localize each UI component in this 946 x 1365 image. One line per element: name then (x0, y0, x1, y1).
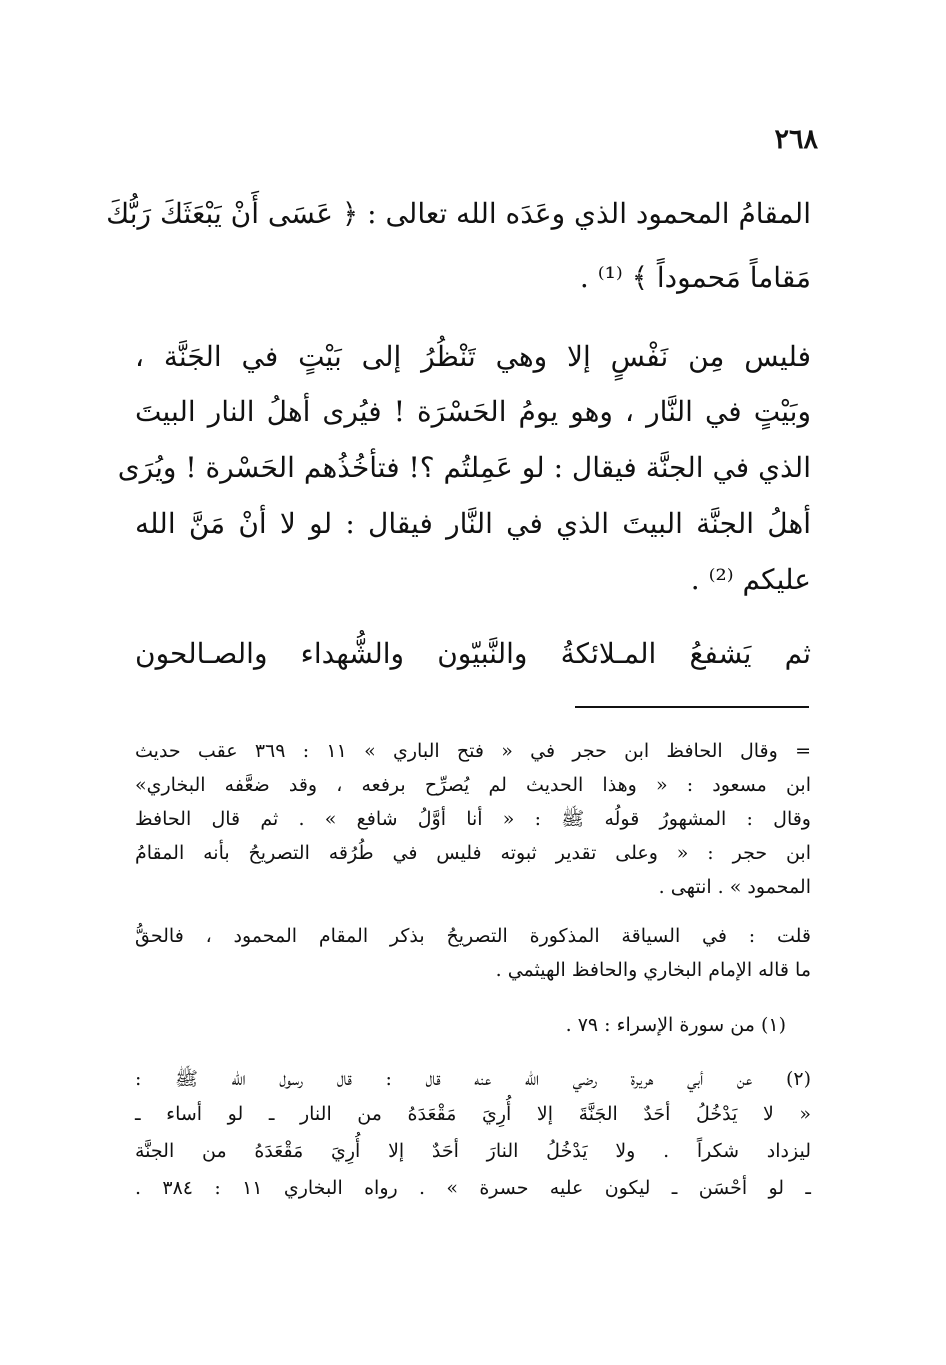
note-line: ما قاله الإمام البخاري والحافظ الهيثمي . (495, 959, 811, 981)
footnote-line: = وقال الحافظ ابن حجر في « فتح الباري » ١١ : ٣٦٩ عقب حديث (135, 740, 811, 762)
footnote-2-line: ـ لو أحْسَن ـ ليكون عليه حسرة » . رواه البخاري ١١ : ٣٨٤ . (135, 1177, 811, 1199)
main-text-line: الذي في الجنَّة فيقال : لو عَمِلتُم ؟! فتأخُذُهم الحَسْرة ! ويُرَى (117, 451, 811, 484)
footnote-2-line: ليزداد شكراً . ولا يَدْخُلُ النارَ أحَدٌ إلا أُرِيَ مَقْعَدَهُ من الجنَّة (135, 1140, 811, 1162)
footnote-2-line: « لا يَدْخُلُ أحَدٌ الجَنَّةَ إلا أُرِيَ مَقْعَدَهُ من النار ـ لو أساء ـ (135, 1103, 811, 1125)
main-text-line: ثم يَشفعُ المـلائكةُ والنَّبيّون والشُّهداء والصـالحون (135, 637, 811, 670)
main-text-line: وبَيْتٍ في النَّار ، وهو يومُ الحَسْرَة ! فيُرى أهلُ النار البيتَ (135, 395, 811, 428)
main-text-line: المقامُ المحمود الذي وعَدَه الله تعالى : ﴿ عَسَى أَنْ يَبْعَثَكَ رَبُّكَ (106, 197, 811, 230)
footnote-line: وقال : المشهورُ قولُه ﷺ : « أنا أوَّلُ شافع » . ثم قال الحافظ (135, 808, 811, 830)
main-text-line: عليكم ⁽²⁾ . (690, 563, 811, 596)
main-text-line: أهلُ الجنَّة البيتَ الذي في النَّار فيقال : لو لا أنْ مَنَّ الله (135, 507, 811, 540)
main-text-line: فليس مِن نَفْسٍ إلا وهي تَنْظُرُ إلى بَيْتٍ في الجَنَّة ، (135, 340, 811, 373)
main-text-line: مَقاماً مَحموداً ﴾ ⁽¹⁾ . (579, 261, 811, 294)
footnote-line: ابن مسعود : « وهذا الحديث لم يُصرِّح برفعه ، وقد ضعَّفه البخاري» (135, 774, 811, 796)
footnote-line: المحمود » . انتهى . (658, 876, 811, 898)
footnote-divider (575, 706, 809, 708)
footnote-2-line: (٢) عن أبي هريرة رضي الله عنه قال : قال رسول الله ﷺ : (135, 1068, 811, 1090)
note-line: قلت : في السياقة المذكورة التصريحُ بذكر المقام المحمود ، فالحقُّ (135, 925, 811, 947)
footnote-line: ابن حجر : « وعلى تقدير ثبوته فليس في طُرُقه التصريحُ بأنه المقامُ (135, 842, 811, 864)
page-number: ٢٦٨ (774, 124, 818, 155)
footnote-1: (١) من سورة الإسراء : ٧٩ . (565, 1014, 786, 1036)
